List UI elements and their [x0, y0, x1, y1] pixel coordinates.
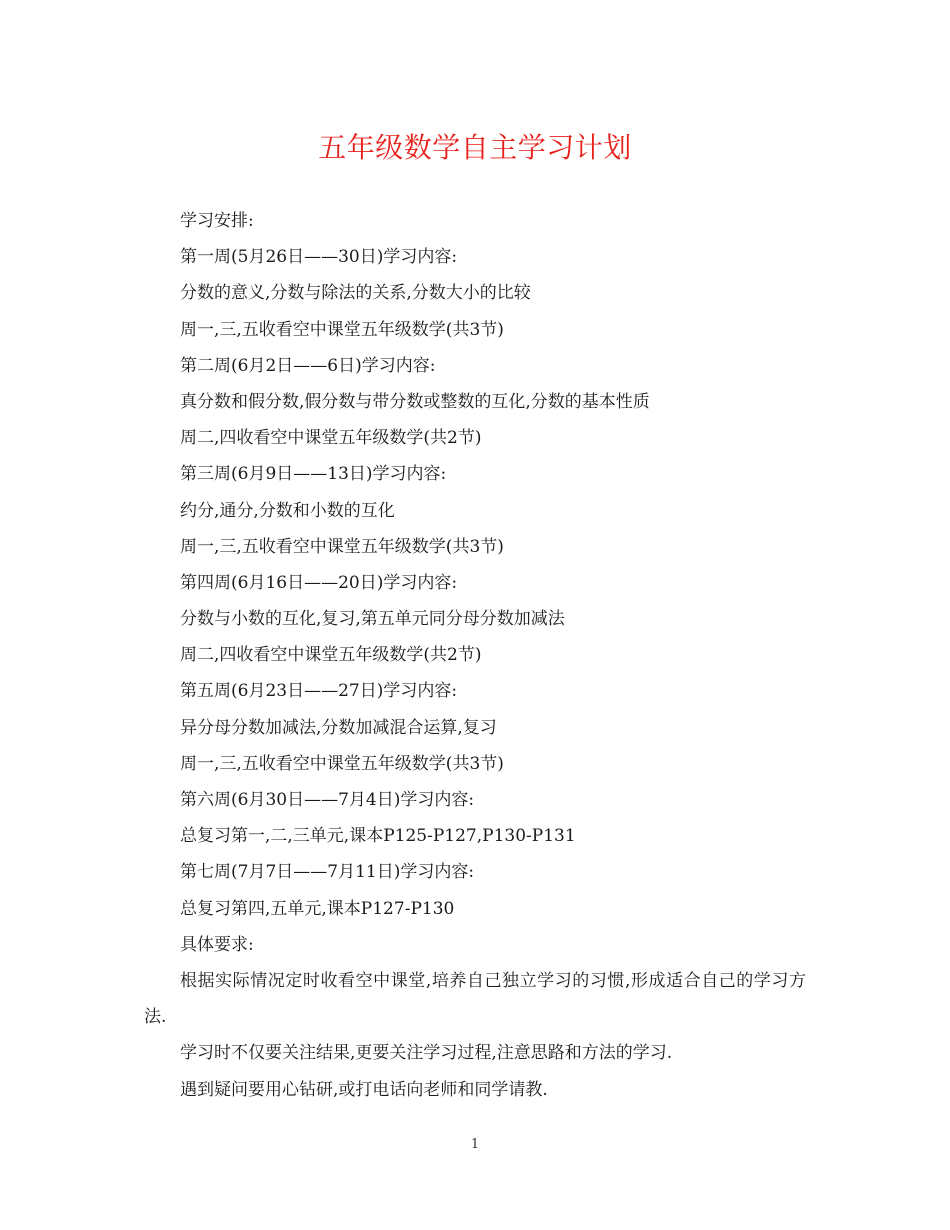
text-line: 真分数和假分数,假分数与带分数或整数的互化,分数的基本性质 — [180, 391, 650, 412]
paragraph: 根据实际情况定时收看空中课堂,培养自己独立学习的习惯,形成适合自己的学习方法. — [144, 970, 806, 1028]
paragraph: 学习时不仅要关注结果,更要关注学习过程,注意思路和方法的学习. — [180, 1043, 673, 1064]
text-line: 第五周(6月23日——27日)学习内容: — [180, 681, 458, 702]
text-line: 周二,四收看空中课堂五年级数学(共2节) — [180, 645, 482, 666]
text-line: 总复习第四,五单元,课本P127-P130 — [180, 898, 455, 919]
text-line: 分数的意义,分数与除法的关系,分数大小的比较 — [180, 283, 531, 304]
text-line: 周一,三,五收看空中课堂五年级数学(共3节) — [180, 536, 504, 557]
text-line: 周二,四收看空中课堂五年级数学(共2节) — [180, 428, 482, 449]
text-line: 第六周(6月30日——7月4日)学习内容: — [180, 790, 475, 810]
document-title: 五年级数学自主学习计划 — [318, 131, 632, 164]
text-line: 约分,通分,分数和小数的互化 — [180, 500, 395, 521]
text-line: 第七周(7月7日——7月11日)学习内容: — [180, 862, 475, 883]
text-line: 学习安排: — [180, 211, 254, 231]
text-line: 周一,三,五收看空中课堂五年级数学(共3节) — [180, 753, 504, 774]
text-line: 第一周(5月26日——30日)学习内容: — [180, 247, 458, 268]
text-line: 第四周(6月16日——20日)学习内容: — [180, 572, 458, 593]
text-line: 总复习第一,二,三单元,课本P125-P127,P130-P131 — [180, 826, 576, 847]
text-line: 第三周(6月9日——13日)学习内容: — [180, 464, 447, 485]
document-body — [144, 203, 806, 1108]
text-line: 第二周(6月2日——6日)学习内容: — [180, 355, 436, 376]
paragraph: 遇到疑问要用心钻研,或打电话向老师和同学请教. — [180, 1079, 548, 1100]
text-line: 具体要求: — [180, 934, 254, 955]
text-line: 异分母分数加减法,分数加减混合运算,复习 — [180, 717, 497, 738]
page-number: 1 — [470, 1137, 480, 1152]
text-line: 周一,三,五收看空中课堂五年级数学(共3节) — [180, 319, 504, 340]
text-line: 分数与小数的互化,复习,第五单元同分母分数加减法 — [180, 609, 565, 630]
